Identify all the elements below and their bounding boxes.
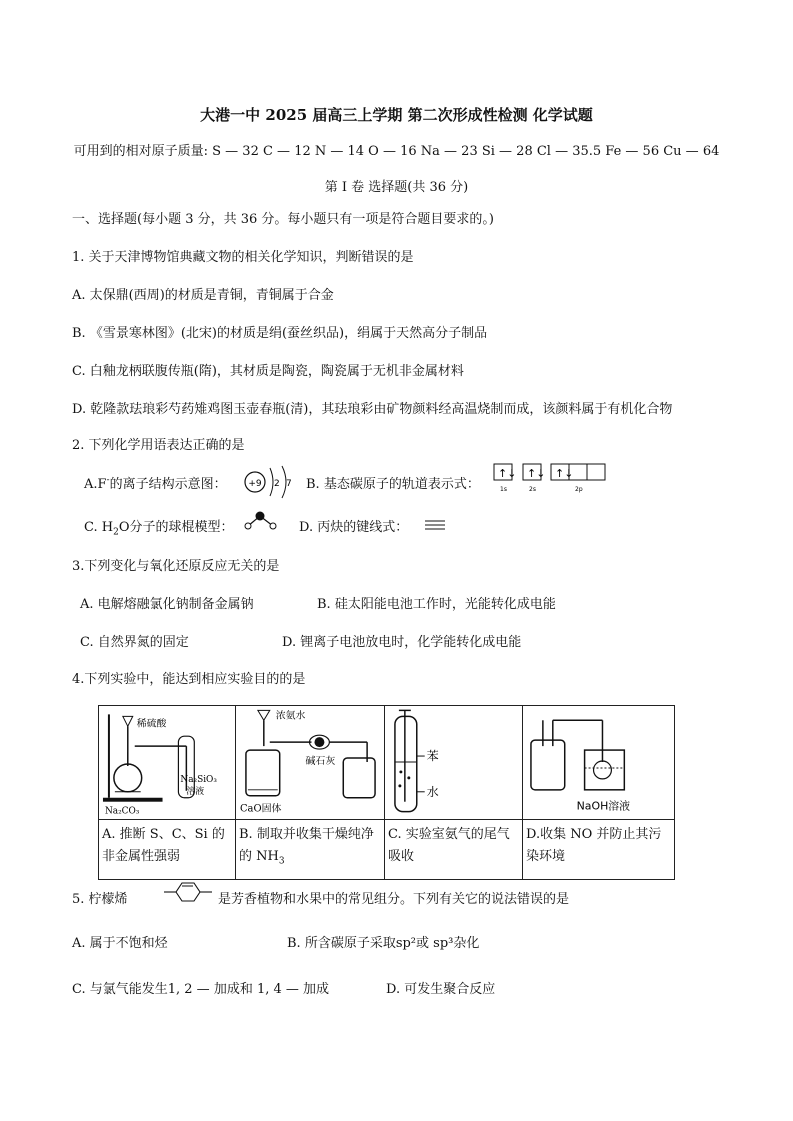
q5-stem-post: 是芳香植物和水果中的常见组分。下列有关它的说法错误的是 <box>218 892 570 907</box>
nucleus-charge: +9 <box>248 479 262 489</box>
label-dilute-sulfuric-acid: 稀硫酸 <box>136 718 167 730</box>
apparatus-a-figure <box>99 706 235 819</box>
shell-2-count: 7 <box>286 479 292 489</box>
water-ball-stick-model <box>244 510 278 530</box>
q2-option-b: B. 基态碳原子的轨道表示式： <box>306 477 480 492</box>
exam-title: 大港一中 2025 届高三上学期 第二次形成性检测 化学试题 <box>200 106 593 124</box>
apparatus-b-figure <box>236 706 384 819</box>
volume-heading: 第 I 卷 选择题(共 36 分) <box>324 180 469 195</box>
apparatus-b-cell <box>236 706 385 820</box>
q1-option-c: C. 白釉龙柄联腹传瓶(隋)，其材质是陶瓷，陶瓷属于无机非金属材料 <box>72 364 464 379</box>
atomic-masses: 可用到的相对原子质量: S — 32 C — 12 N — 14 O — 16 Na — 23 Si — 28 Cl — 35.5 Fe — 56 Cu — 64 <box>73 144 720 159</box>
label-sodium-carbonate: Na₂CO₃ <box>104 806 140 817</box>
q5-option-b: B. 所含碳原子采取sp²或 sp³杂化 <box>287 936 480 951</box>
experiment-table <box>98 705 675 880</box>
svg-text:↑↓: ↑↓ <box>498 467 517 480</box>
q5-option-a: A. 属于不饱和烃 <box>72 936 168 951</box>
q5-option-c: C. 与氯气能发生1, 2 — 加成和 1, 4 — 加成 <box>72 982 330 997</box>
q2-option-a: A.F-的离子结构示意图： <box>84 475 227 492</box>
q1-option-b: B. 《雪景寒林图》(北宋)的材质是绢(蚕丝织品)，绢属于天然高分子制品 <box>72 326 488 341</box>
label-1s: 1s <box>500 486 507 493</box>
label-benzene: 苯 <box>426 749 439 764</box>
label-soda-lime: 碱石灰 <box>305 755 336 767</box>
q2-option-c: C. $H_2O$分子的球棍模型： <box>84 520 234 538</box>
label-2s: 2s <box>529 486 536 493</box>
q4-stem: 4.下列实验中，能达到相应实验目的的是 <box>72 672 306 687</box>
q3-option-d: D. 锂离子电池放电时，化学能转化成电能 <box>282 635 522 650</box>
section-heading: 一、选择题(每小题 3 分，共 36 分。每小题只有一项是符合题目要求的。) <box>72 212 494 227</box>
q1-option-d: D. 乾隆款珐琅彩芍药雉鸡图玉壶春瓶(清)，其珐琅彩由矿物颜料经高温烧制而成，该颜料属于有机化合物 <box>72 402 673 417</box>
label-water: 水 <box>426 784 439 799</box>
apparatus-d-cell <box>523 706 675 820</box>
label-cao-solid: CaO固体 <box>239 803 282 815</box>
label-conc-ammonia: 浓氨水 <box>275 710 306 722</box>
apparatus-c-figure <box>385 706 522 819</box>
label-2p: 2p <box>575 486 583 493</box>
fluoride-ion-diagram <box>240 462 296 502</box>
carbon-orbital-diagram <box>493 462 613 494</box>
q2-stem: 2. 下列化学用语表达正确的是 <box>72 438 245 453</box>
apparatus-c-cell <box>385 706 523 820</box>
propyne-skeletal-formula <box>423 517 447 531</box>
label-naoh-solution: NaOH溶液 <box>576 799 631 813</box>
limonene-structure <box>160 879 216 905</box>
apparatus-a-cell <box>99 706 236 820</box>
q2-option-d: D. 丙炔的键线式： <box>299 520 409 535</box>
caption-c: C. 实验室氨气的尾气吸收 <box>385 820 523 880</box>
label-sodium-silicate: Na₂SiO₃ <box>180 774 217 785</box>
caption-b: B. 制取并收集干燥纯净的 $NH_3$ <box>236 820 385 880</box>
label-solution: 溶液 <box>186 786 205 797</box>
q3-stem: 3.下列变化与氧化还原反应无关的是 <box>72 559 280 574</box>
q3-option-c: C. 自然界氮的固定 <box>80 635 189 650</box>
q5-option-d: D. 可发生聚合反应 <box>386 982 496 997</box>
q1-option-a: A. 太保鼎(西周)的材质是青铜，青铜属于合金 <box>72 288 334 303</box>
shell-1-count: 2 <box>274 479 280 489</box>
q1-stem: 1. 关于天津博物馆典藏文物的相关化学知识，判断错误的是 <box>72 250 414 265</box>
q3-option-a: A. 电解熔融氯化钠制备金属钠 <box>80 597 254 612</box>
q5-stem-pre: 5. 柠檬烯 <box>72 892 128 907</box>
q3-option-b: B. 硅太阳能电池工作时，光能转化成电能 <box>317 597 556 612</box>
caption-d: D.收集 NO 并防止其污染环境 <box>523 820 675 880</box>
svg-text:↑↓: ↑↓ <box>555 467 574 480</box>
svg-text:↑↓: ↑↓ <box>527 467 546 480</box>
apparatus-d-figure <box>523 706 674 819</box>
caption-a: A. 推断 S、C、Si 的非金属性强弱 <box>99 820 236 880</box>
